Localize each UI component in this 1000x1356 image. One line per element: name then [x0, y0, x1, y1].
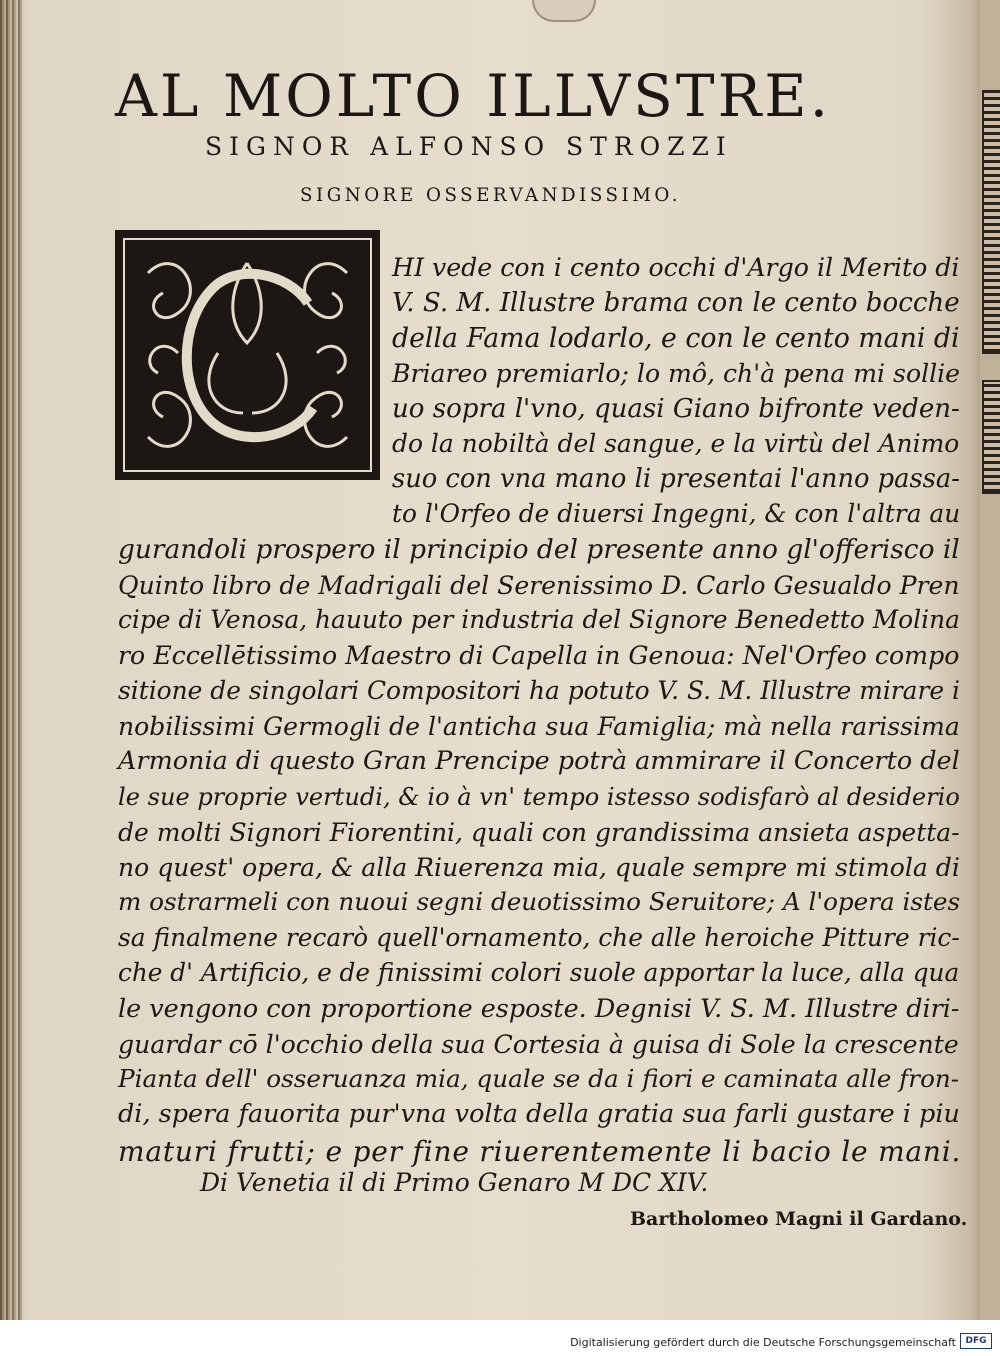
body-line: cipe di Venosa, hauuto per industria del Signore Benedetto Molina — [118, 605, 960, 634]
body-line: della Fama lodarlo, e con le cento mani di — [392, 322, 960, 354]
body-line: ro Eccellētissimo Maestro di Capella in Genoua: Nel'Orfeo compo — [118, 641, 960, 671]
body-line: le sue proprie vertudi, & io à vn' tempo istesso sodisfarò al desiderio — [118, 782, 960, 811]
body-line: Armonia di questo Gran Prencipe potrà ammirare il Concerto del — [118, 746, 960, 777]
body-line: to l'Orfeo de diuersi Ingegni, & con l'altra au — [392, 499, 961, 529]
facing-page-strip — [980, 0, 1000, 1320]
svg-text:C: C — [189, 245, 305, 419]
body-line: nobilissimi Germogli de l'anticha sua Famiglia; mà nella rarissima — [118, 711, 960, 741]
body-line: sa finalmene recarò quell'ornamento, che alle heroiche Pitture ric- — [118, 922, 960, 952]
signature: Bartholomeo Magni il Gardano. — [630, 1208, 968, 1230]
page-clip — [532, 0, 596, 22]
body-line: no quest' opera, & alla Riuerenza mia, quale sempre mi stimola di — [118, 853, 960, 883]
book-edge-left — [0, 0, 22, 1320]
body-line: le vengono con proportione esposte. Degnisi V. S. M. Illustre diri- — [118, 993, 960, 1024]
body-line: che d' Artificio, e de finissimi colori suole apportar la luce, alla qua — [118, 958, 960, 987]
woodcut-ornament — [118, 233, 377, 477]
body-line: Pianta dell' osseruanza mia, quale se da i fiori e caminata alle fron- — [118, 1063, 960, 1093]
body-line: m ostrarmeli con nuoui segni deuotissimo Seruitore; A l'opera istes — [118, 887, 961, 917]
decorated-initial — [115, 230, 380, 480]
body-line: HI vede con i cento occhi d'Argo il Merito di — [392, 253, 960, 282]
body-line: Briareo premiarlo; lo mô, ch'à pena mi sollie — [392, 358, 961, 388]
body-line: maturi frutti; e per fine riuerentemente li bacio le mani. — [118, 1134, 962, 1168]
ornament-border-fragment — [982, 90, 1000, 354]
body-line: de molti Signori Fiorentini, quali con grandissima ansieta aspetta- — [118, 817, 960, 847]
body-line: V. S. M. Illustre brama con le cento bocche — [392, 288, 960, 319]
body-line: Quinto libro de Madrigali del Serenissimo D. Carlo Gesualdo Pren — [118, 570, 960, 600]
dedication-heading-line2: SIGNOR ALFONSO STROZZI — [205, 132, 733, 161]
dfg-logo-icon: DFG — [960, 1333, 992, 1349]
body-line: sitione de singolari Compositori ha potuto V. S. M. Illustre mirare i — [118, 675, 960, 705]
dedication-heading-line3: SIGNORE OSSERVANDISSIMO. — [300, 185, 682, 206]
ornament-border-fragment — [982, 380, 1000, 494]
body-line: do la nobiltà del sangue, e la virtù del Animo — [392, 428, 960, 458]
body-line: gurandoli prospero il principio del presente anno gl'offerisco il — [118, 534, 960, 566]
dateline: Di Venetia il di Primo Genaro M DC XIV. — [200, 1168, 709, 1197]
body-line: di, spera fauorita pur'vna volta della gratia sua farli gustare i piu — [118, 1099, 960, 1130]
body-line: suo con vna mano li presentai l'anno passa- — [392, 463, 960, 494]
dedication-heading-line1: AL MOLTO ILLVSTRE. — [115, 62, 832, 130]
body-line: uo sopra l'vno, quasi Giano bifronte veden- — [392, 394, 960, 425]
body-line: guardar cō l'occhio della sua Cortesia à guisa di Sole la crescente — [118, 1029, 959, 1059]
funding-credit: Digitalisierung gefördert durch die Deutsche Forschungsgemeinschaft — [570, 1336, 956, 1349]
